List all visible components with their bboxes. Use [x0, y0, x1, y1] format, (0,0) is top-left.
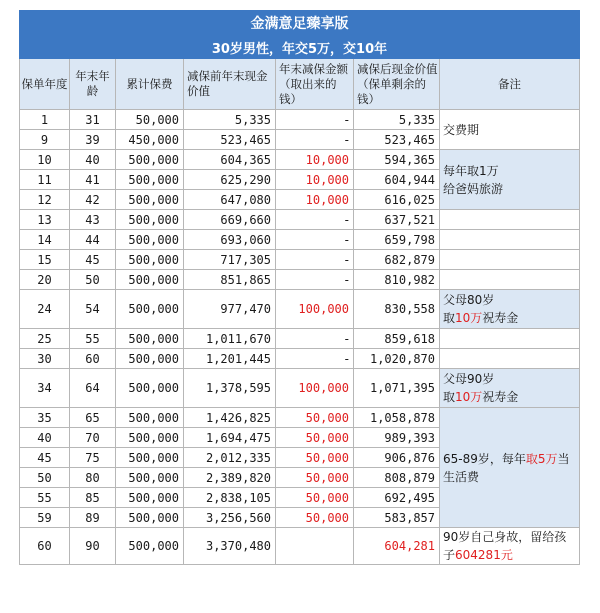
premium-cell: 500,000: [116, 290, 184, 329]
cash-value-after-cell: 1,071,395: [354, 369, 440, 408]
policy-year-cell: 13: [20, 210, 70, 230]
note-pay-period: [440, 110, 580, 150]
policy-year-cell: 15: [20, 250, 70, 270]
age-cell: 85: [70, 488, 116, 508]
premium-cell: 50,000: [116, 110, 184, 130]
premium-cell: 500,000: [116, 329, 184, 349]
cash-value-after-cell: 1,020,870: [354, 349, 440, 369]
subtitle-row: [20, 36, 580, 59]
cash-value-before-cell: 669,660: [184, 210, 276, 230]
cash-value-after-cell: 5,335: [354, 110, 440, 130]
cash-value-before-cell: 2,838,105: [184, 488, 276, 508]
age-cell: 39: [70, 130, 116, 150]
age-cell: 60: [70, 349, 116, 369]
policy-year-cell: 24: [20, 290, 70, 329]
note-empty: [440, 250, 580, 270]
age-cell: 42: [70, 190, 116, 210]
withdraw-cell: -: [276, 230, 354, 250]
policy-year-cell: 45: [20, 448, 70, 468]
premium-cell: 450,000: [116, 130, 184, 150]
age-cell: 80: [70, 468, 116, 488]
cash-value-after-cell: 859,618: [354, 329, 440, 349]
premium-cell: 500,000: [116, 150, 184, 170]
cash-value-after-cell: 682,879: [354, 250, 440, 270]
policy-year-cell: 9: [20, 130, 70, 150]
note-empty: [440, 210, 580, 230]
premium-cell: 500,000: [116, 270, 184, 290]
withdraw-cell: [276, 528, 354, 565]
age-cell: 50: [70, 270, 116, 290]
cash-value-before-cell: 647,080: [184, 190, 276, 210]
age-cell: 70: [70, 428, 116, 448]
note-living-expense: [440, 408, 580, 528]
age-cell: 41: [70, 170, 116, 190]
premium-cell: 500,000: [116, 250, 184, 270]
cash-value-before-cell: 1,378,595: [184, 369, 276, 408]
header-age: 年末年龄: [70, 59, 116, 110]
withdraw-cell: -: [276, 270, 354, 290]
age-cell: 90: [70, 528, 116, 565]
benefit-table-container: [19, 10, 579, 565]
cash-value-before-cell: 693,060: [184, 230, 276, 250]
cash-value-before-cell: 5,335: [184, 110, 276, 130]
policy-year-cell: 12: [20, 190, 70, 210]
note-text: 父母90岁: [443, 372, 495, 386]
header-row: [20, 59, 580, 110]
age-cell: 45: [70, 250, 116, 270]
withdraw-cell: 50,000: [276, 408, 354, 428]
note-empty: [440, 349, 580, 369]
note-empty: [440, 270, 580, 290]
cash-value-after-cell: 808,879: [354, 468, 440, 488]
withdraw-cell: 10,000: [276, 190, 354, 210]
note-text: 父母80岁: [443, 293, 495, 307]
withdraw-cell: 50,000: [276, 508, 354, 528]
table-row: [20, 329, 580, 349]
policy-year-cell: 34: [20, 369, 70, 408]
cash-value-before-cell: 977,470: [184, 290, 276, 329]
header-cash-value-before: 减保前年末现金价值: [184, 59, 276, 110]
table-row: [20, 150, 580, 170]
withdraw-cell: 10,000: [276, 150, 354, 170]
cash-value-before-cell: 1,201,445: [184, 349, 276, 369]
cash-value-before-cell: 625,290: [184, 170, 276, 190]
note-legacy: [440, 528, 580, 565]
age-cell: 44: [70, 230, 116, 250]
cash-value-before-cell: 2,389,820: [184, 468, 276, 488]
age-cell: 54: [70, 290, 116, 329]
title-row: [20, 11, 580, 36]
cash-value-before-cell: 3,370,480: [184, 528, 276, 565]
policy-year-cell: 60: [20, 528, 70, 565]
header-withdraw: 年末减保金额（取出来的钱）: [276, 59, 354, 110]
table-title: 金满意足臻享版: [20, 11, 580, 36]
age-cell: 40: [70, 150, 116, 170]
premium-cell: 500,000: [116, 170, 184, 190]
policy-year-cell: 11: [20, 170, 70, 190]
premium-cell: 500,000: [116, 448, 184, 468]
age-cell: 75: [70, 448, 116, 468]
premium-cell: 500,000: [116, 488, 184, 508]
cash-value-before-cell: 2,012,335: [184, 448, 276, 468]
benefit-table: [19, 10, 580, 565]
withdraw-cell: 50,000: [276, 488, 354, 508]
cash-value-after-cell: 523,465: [354, 130, 440, 150]
cash-value-after-cell: 692,495: [354, 488, 440, 508]
note-text: 给爸妈旅游: [443, 181, 504, 196]
withdraw-cell: 10,000: [276, 170, 354, 190]
policy-year-cell: 55: [20, 488, 70, 508]
age-cell: 65: [70, 408, 116, 428]
withdraw-cell: 100,000: [276, 369, 354, 408]
age-cell: 55: [70, 329, 116, 349]
note-empty: [440, 230, 580, 250]
note-text: 每年取1万: [443, 163, 499, 178]
header-policy-year: 保单年度: [20, 59, 70, 110]
policy-year-cell: 59: [20, 508, 70, 528]
withdraw-cell: -: [276, 329, 354, 349]
policy-year-cell: 25: [20, 329, 70, 349]
policy-year-cell: 1: [20, 110, 70, 130]
cash-value-after-cell: 637,521: [354, 210, 440, 230]
note-highlight-text: 取5万: [525, 451, 558, 466]
cash-value-after-cell: 1,058,878: [354, 408, 440, 428]
note-text: 取: [443, 390, 456, 404]
age-cell: 89: [70, 508, 116, 528]
policy-year-cell: 14: [20, 230, 70, 250]
cash-value-after-cell: 830,558: [354, 290, 440, 329]
note-highlight-text: 10万: [455, 390, 483, 404]
table-row: [20, 369, 580, 408]
cash-value-before-cell: 1,694,475: [184, 428, 276, 448]
age-cell: 31: [70, 110, 116, 130]
cash-value-before-cell: 604,365: [184, 150, 276, 170]
cash-value-before-cell: 1,426,825: [184, 408, 276, 428]
policy-year-cell: 30: [20, 349, 70, 369]
header-note: 备注: [440, 59, 580, 110]
cash-value-before-cell: 523,465: [184, 130, 276, 150]
withdraw-cell: 50,000: [276, 468, 354, 488]
table-body: [20, 110, 580, 565]
premium-cell: 500,000: [116, 508, 184, 528]
note-parents-90: [440, 369, 580, 408]
premium-cell: 500,000: [116, 230, 184, 250]
table-row: [20, 110, 580, 130]
cash-value-after-cell: 616,025: [354, 190, 440, 210]
table-row: [20, 349, 580, 369]
age-cell: 43: [70, 210, 116, 230]
table-row: [20, 250, 580, 270]
note-text: 65-89岁，每年: [443, 451, 526, 466]
cash-value-after-cell: 810,982: [354, 270, 440, 290]
cash-value-before-cell: 3,256,560: [184, 508, 276, 528]
withdraw-cell: 100,000: [276, 290, 354, 329]
premium-cell: 500,000: [116, 428, 184, 448]
table-row: [20, 210, 580, 230]
withdraw-cell: -: [276, 250, 354, 270]
withdraw-cell: -: [276, 130, 354, 150]
table-row: [20, 230, 580, 250]
policy-year-cell: 35: [20, 408, 70, 428]
withdraw-cell: -: [276, 210, 354, 230]
header-premium: 累计保费: [116, 59, 184, 110]
note-text: 祝寿金: [482, 390, 519, 404]
cash-value-after-cell: 583,857: [354, 508, 440, 528]
policy-year-cell: 20: [20, 270, 70, 290]
premium-cell: 500,000: [116, 190, 184, 210]
cash-value-after-cell: 594,365: [354, 150, 440, 170]
note-highlight-text: 10万: [455, 311, 483, 325]
table-subtitle: 30岁男性，年交5万，交10年: [20, 36, 580, 59]
note-text: 取: [443, 311, 456, 325]
premium-cell: 500,000: [116, 468, 184, 488]
note-highlight-text: 604281元: [455, 548, 513, 562]
cash-value-before-cell: 851,865: [184, 270, 276, 290]
note-text: 90岁自己身故，留给孩子: [443, 530, 567, 562]
withdraw-cell: -: [276, 349, 354, 369]
cash-value-after-cell: 659,798: [354, 230, 440, 250]
cash-value-before-cell: 717,305: [184, 250, 276, 270]
header-cash-value-after: 减保后现金价值（保单剩余的钱）: [354, 59, 440, 110]
policy-year-cell: 50: [20, 468, 70, 488]
premium-cell: 500,000: [116, 369, 184, 408]
table-row: [20, 290, 580, 329]
withdraw-cell: -: [276, 110, 354, 130]
note-text: 交费期: [443, 122, 480, 137]
cash-value-after-cell: 906,876: [354, 448, 440, 468]
note-travel: [440, 150, 580, 210]
note-parents-80: [440, 290, 580, 329]
note-text: 祝寿金: [482, 311, 519, 325]
policy-year-cell: 40: [20, 428, 70, 448]
premium-cell: 500,000: [116, 408, 184, 428]
premium-cell: 500,000: [116, 210, 184, 230]
table-row: [20, 408, 580, 428]
note-text: 当生活费: [443, 451, 570, 484]
policy-year-cell: 10: [20, 150, 70, 170]
premium-cell: 500,000: [116, 528, 184, 565]
table-row: [20, 270, 580, 290]
note-empty: [440, 329, 580, 349]
table-row: [20, 528, 580, 565]
cash-value-after-cell: 604,944: [354, 170, 440, 190]
withdraw-cell: 50,000: [276, 448, 354, 468]
premium-cell: 500,000: [116, 349, 184, 369]
cash-value-after-cell: 989,393: [354, 428, 440, 448]
withdraw-cell: 50,000: [276, 428, 354, 448]
cash-value-before-cell: 1,011,670: [184, 329, 276, 349]
cash-value-after-cell: 604,281: [354, 528, 440, 565]
age-cell: 64: [70, 369, 116, 408]
